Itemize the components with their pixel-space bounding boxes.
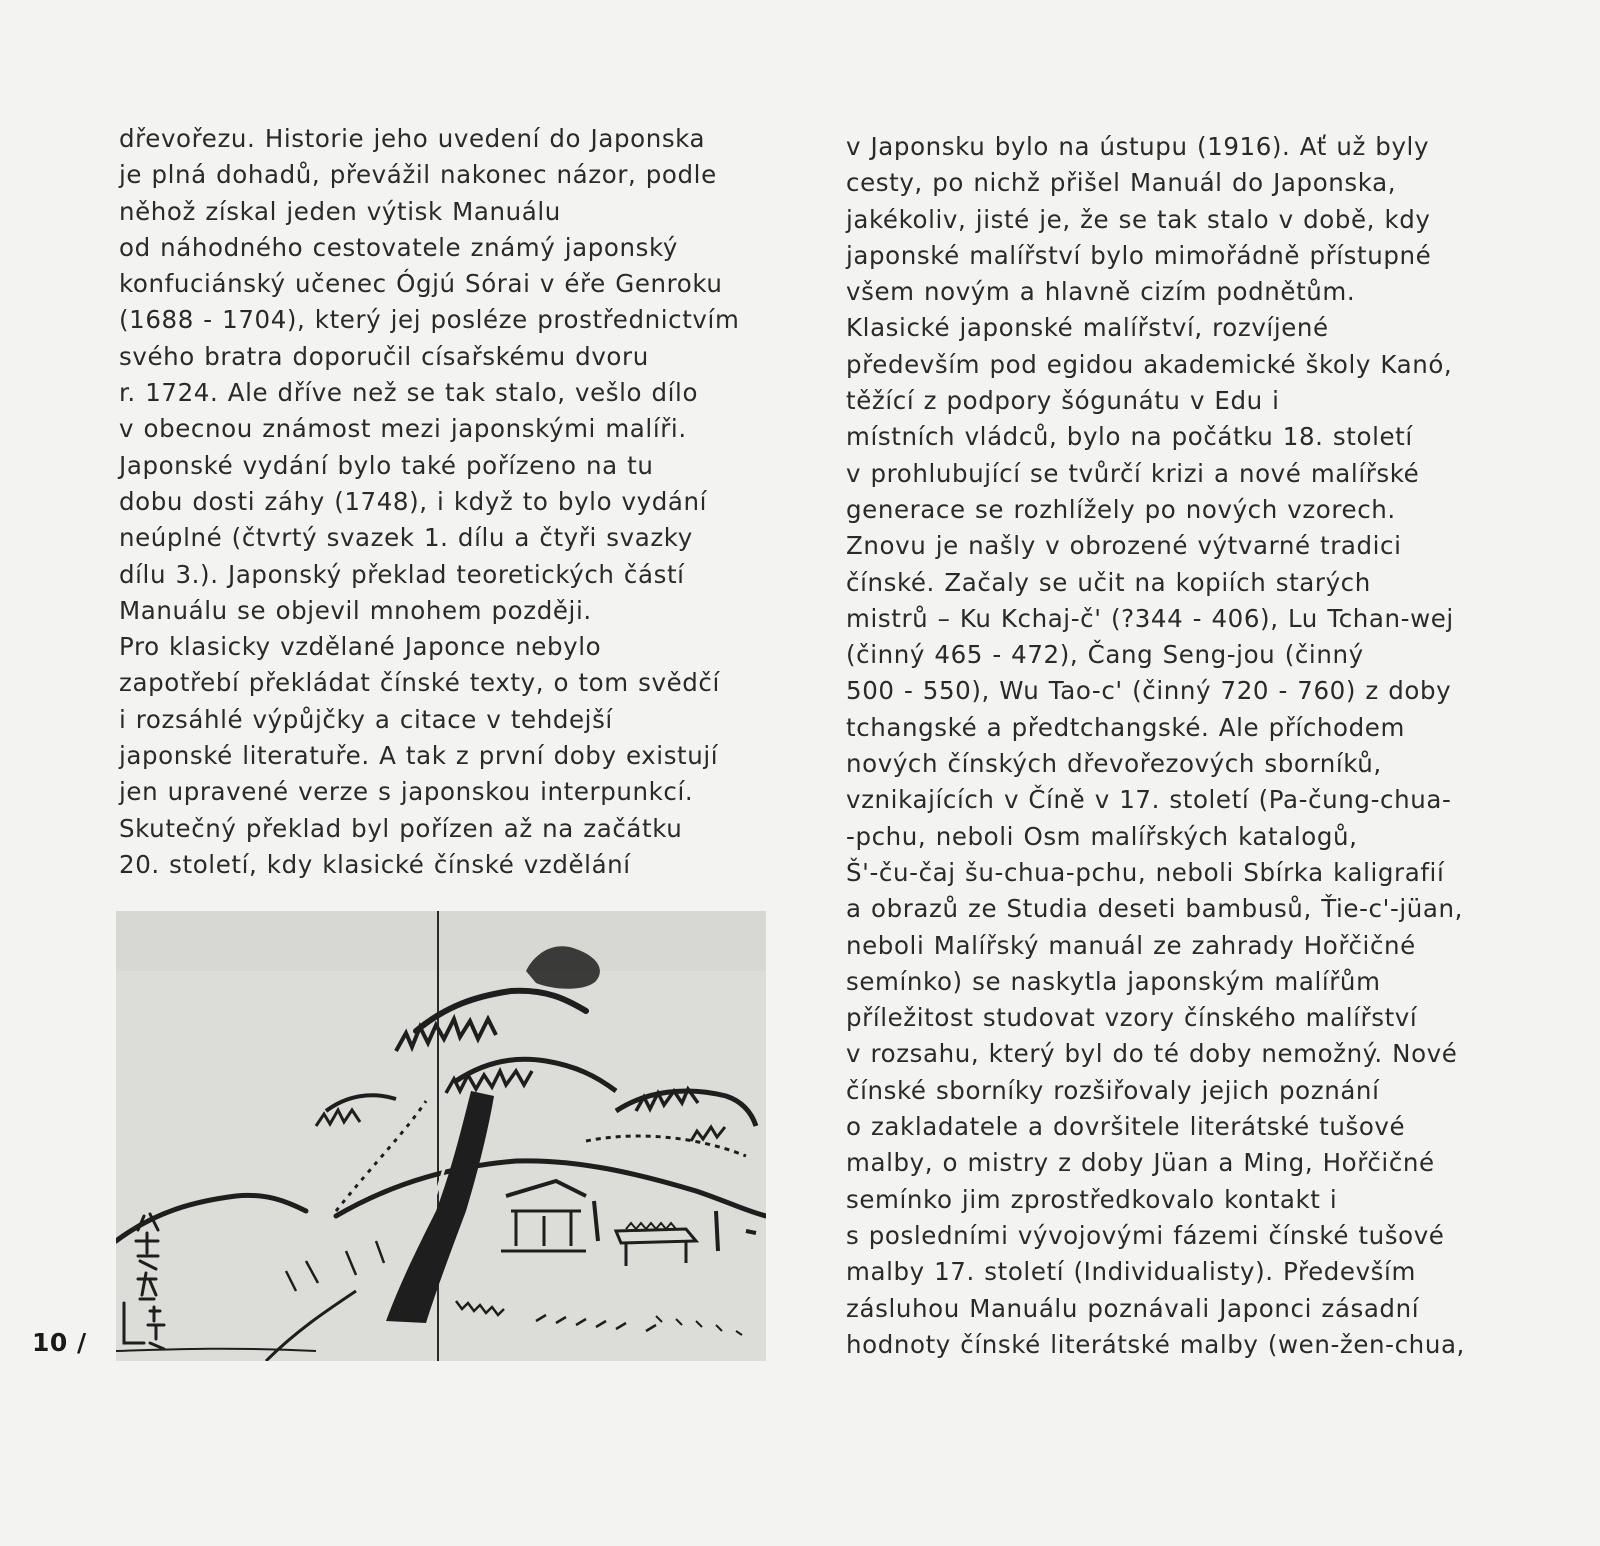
text-line: japonské literatuře. A tak z první doby existují: [119, 741, 719, 771]
text-line: především pod egidou akademické školy Kanó,: [846, 349, 1453, 379]
text-line: japonské malířství bylo mimořádně přístupné: [846, 240, 1432, 270]
text-line: malby 17. století (Individualisty). Především: [846, 1257, 1416, 1287]
text-line: konfuciánský učenec Ógjú Sórai v éře Genroku: [119, 269, 723, 299]
text-line: neboli Malířský manuál ze zahrady Hořčičné: [846, 930, 1416, 960]
pine-tree-landscape-drawing: [116, 911, 766, 1361]
text-line: (činný 465 - 472), Čang Seng-jou (činný: [846, 640, 1364, 670]
text-line: 500 - 550), Wu Tao-c' (činný 720 - 760) z doby: [846, 676, 1452, 706]
page-number: 10 /: [32, 1328, 87, 1357]
right-text-column: [846, 129, 1506, 1363]
text-line: 20. století, kdy klasické čínské vzdělání: [119, 849, 631, 879]
text-line: v Japonsku bylo na ústupu (1916). Ať už byly: [846, 132, 1430, 161]
text-line: vznikajících v Číně v 17. století (Pa-čung-chua-: [846, 785, 1452, 815]
text-line: čínské. Začaly se učit na kopiích starých: [846, 567, 1371, 597]
text-line: i rozsáhlé výpůjčky a citace v tehdejší: [119, 704, 613, 734]
text-line: svého bratra doporučil císařskému dvoru: [119, 341, 649, 371]
text-line: čínské sborníky rozšiřovaly jejich poznání: [846, 1075, 1380, 1105]
text-line: v obecnou známost mezi japonskými malíři.: [119, 414, 687, 444]
text-line: cesty, po nichž přišel Manuál do Japonska,: [846, 168, 1397, 198]
text-line: neúplné (čtvrtý svazek 1. dílu a čtyři svazky: [119, 523, 693, 553]
text-line: malby, o mistry z doby Jüan a Ming, Hořčičné: [846, 1148, 1435, 1178]
text-line: místních vládců, bylo na počátku 18. století: [846, 422, 1413, 452]
text-line: -pchu, neboli Osm malířských katalogů,: [846, 821, 1358, 851]
text-line: r. 1724. Ale dříve než se tak stalo, vešlo dílo: [119, 378, 699, 408]
text-line: příležitost studovat vzory čínského malířství: [846, 1003, 1418, 1033]
text-line: tchangské a předtchangské. Ale příchodem: [846, 712, 1405, 742]
text-line: je plná dohadů, převážil nakonec názor, podle: [119, 160, 717, 190]
text-line: těžící z podpory šógunátu v Edu i: [846, 386, 1280, 416]
text-line: semínko jim zprostředkovalo kontakt i: [846, 1184, 1338, 1214]
text-line: a obrazů ze Studia deseti bambusů, Ťie-c'-jüan,: [846, 894, 1464, 924]
text-line: o zakladatele a dovršitele literátské tušové: [846, 1112, 1406, 1142]
text-line: Japonské vydání bylo také pořízeno na tu: [119, 450, 654, 480]
text-line: semínko) se naskytla japonským malířům: [846, 966, 1381, 996]
text-line: Manuálu se objevil mnohem později.: [119, 595, 592, 625]
text-line: Znovu je našly v obrozené výtvarné tradici: [846, 531, 1402, 561]
text-line: dílu 3.). Japonský překlad teoretických částí: [119, 559, 685, 589]
text-line: hodnoty čínské literátské malby (wen-žen-chua,: [846, 1329, 1465, 1359]
text-line: Pro klasicky vzdělané Japonce nebylo: [119, 632, 602, 662]
text-line: v rozsahu, který byl do té doby nemožný. Nové: [846, 1039, 1458, 1069]
text-line: Š'-ču-čaj šu-chua-pchu, neboli Sbírka kaligrafií: [846, 857, 1445, 887]
text-line: Klasické japonské malířství, rozvíjené: [846, 313, 1329, 343]
text-line: jen upravené verze s japonskou interpunkcí.: [119, 777, 694, 807]
text-line: (1688 - 1704), který jej posléze prostřednictvím: [119, 305, 740, 335]
text-line: generace se rozhlížely po nových vzorech.: [846, 494, 1396, 524]
text-line: s posledními vývojovými fázemi čínské tušové: [846, 1220, 1445, 1250]
text-line: něhož získal jeden výtisk Manuálu: [119, 196, 561, 226]
text-line: nových čínských dřevořezových sborníků,: [846, 749, 1382, 779]
text-line: dřevořezu. Historie jeho uvedení do Japonska: [119, 124, 706, 153]
text-line: mistrů – Ku Kchaj-č' (?344 - 406), Lu Tchan-wej: [846, 603, 1454, 633]
woodblock-illustration: [116, 911, 766, 1361]
left-text-column: [119, 121, 779, 883]
text-line: od náhodného cestovatele známý japonský: [119, 232, 679, 262]
text-line: zapotřebí překládat čínské texty, o tom svědčí: [119, 668, 720, 698]
text-line: zásluhou Manuálu poznávali Japonci zásadní: [846, 1293, 1420, 1323]
text-line: všem novým a hlavně cizím podnětům.: [846, 277, 1356, 307]
text-line: v prohlubující se tvůrčí krizi a nové malířské: [846, 458, 1420, 488]
text-line: dobu dosti záhy (1748), i když to bylo vydání: [119, 486, 708, 516]
text-line: Skutečný překlad byl pořízen až na začátku: [119, 813, 683, 843]
text-line: jakékoliv, jisté je, že se tak stalo v době, kdy: [846, 204, 1431, 234]
